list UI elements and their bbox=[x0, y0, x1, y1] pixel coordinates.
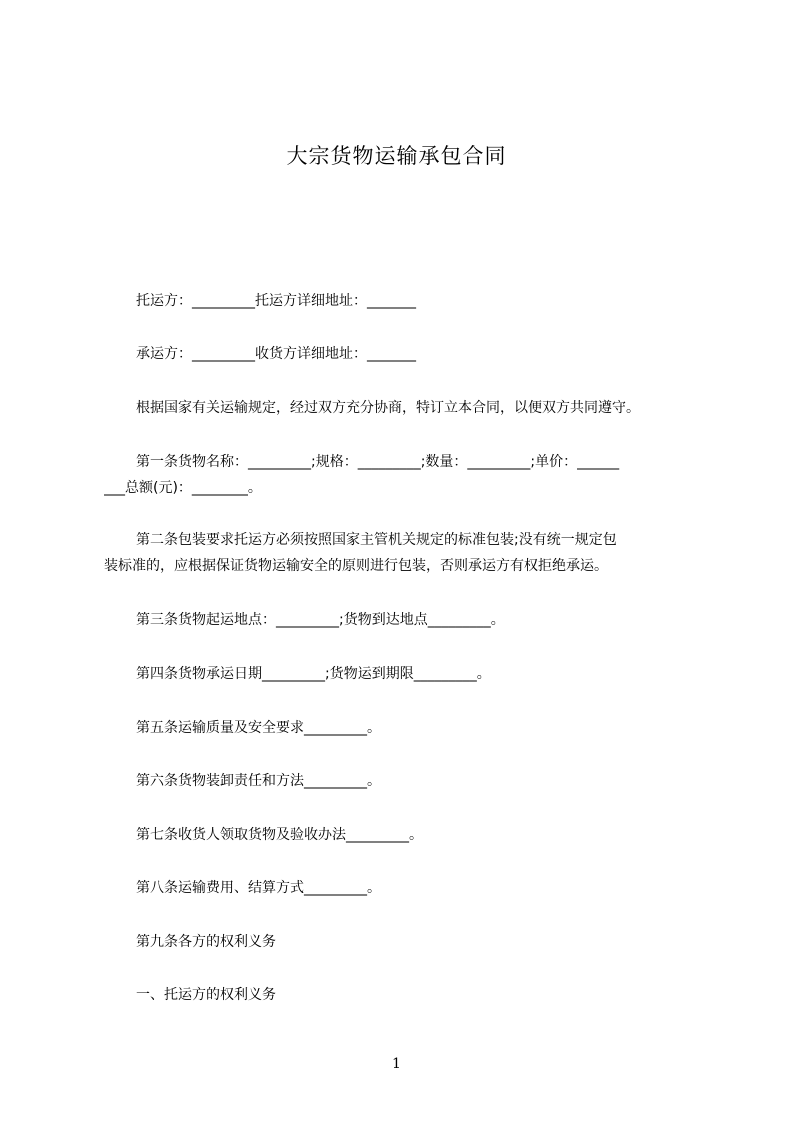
article-1-line-1: 第一条货物名称：_________;规格：_________;数量：_________;单价：______ bbox=[136, 454, 620, 470]
shipper-line: 托运方：_________托运方详细地址：_______ bbox=[136, 293, 416, 309]
preamble-paragraph: 根据国家有关运输规定，经过双方充分协商，特订立本合同，以便双方共同遵守。 bbox=[136, 400, 640, 416]
article-2-paragraph bbox=[104, 527, 708, 579]
article-4-line: 第四条货物承运日期_________;货物运到期限_________。 bbox=[136, 666, 491, 682]
article-7-line: 第七条收货人领取货物及验收办法_________。 bbox=[136, 827, 423, 843]
article-9-line: 第九条各方的权利义务 bbox=[136, 934, 276, 950]
article-8-line: 第八条运输费用、结算方式_________。 bbox=[136, 880, 381, 896]
section-1-heading: 一、托运方的权利义务 bbox=[136, 987, 276, 1003]
article-1-line-2: ___总额(元)：________。 bbox=[104, 480, 262, 496]
carrier-line: 承运方：_________收货方详细地址：_______ bbox=[136, 346, 416, 362]
contract-title: 大宗货物运输承包合同 bbox=[286, 144, 507, 168]
article-6-line: 第六条货物装卸责任和方法_________。 bbox=[136, 773, 381, 789]
article-1-paragraph bbox=[104, 449, 708, 501]
article-2-line-1: 第二条包装要求托运方必须按照国家主管机关规定的标准包装;没有统一规定包 bbox=[136, 532, 617, 548]
page-number: 1 bbox=[392, 1056, 401, 1072]
article-2-line-2: 装标准的，应根据保证货物运输安全的原则进行包装，否则承运方有权拒绝承运。 bbox=[104, 558, 608, 574]
article-5-line: 第五条运输质量及安全要求_________。 bbox=[136, 720, 381, 736]
article-3-line: 第三条货物起运地点：_________;货物到达地点_________。 bbox=[136, 612, 505, 628]
